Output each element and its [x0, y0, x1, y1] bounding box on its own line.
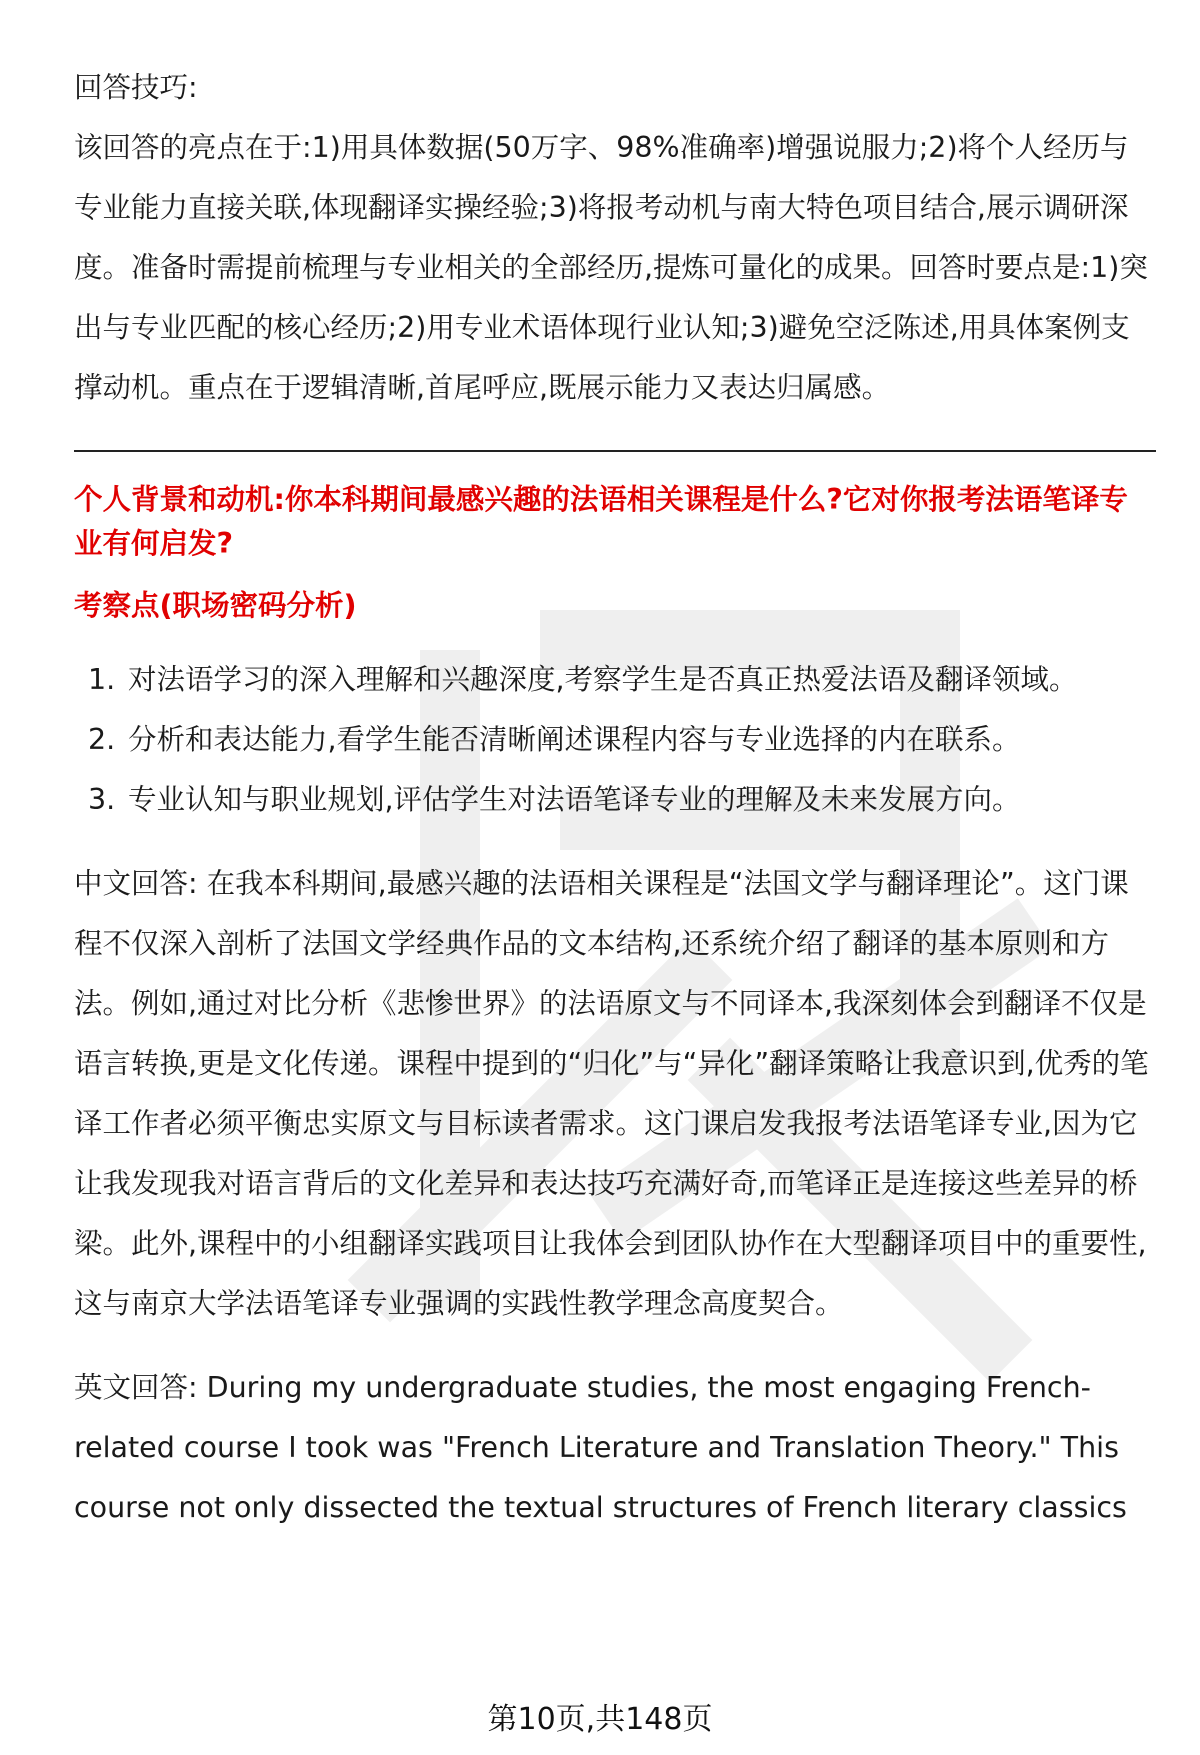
- list-item: [74, 710, 1156, 770]
- page-footer: 第10页,共148页: [487, 1702, 713, 1737]
- english-answer: [74, 1358, 1156, 1538]
- document-page: [74, 58, 1156, 1538]
- focus-points-list: [74, 650, 1156, 830]
- tips-label: 回答技巧:: [74, 71, 198, 104]
- english-answer-body: During my undergraduate studies, the most engaging French-related course I took was "French Literature and Translation Theory." This course not only dissected the textual structures of French literary classics: [74, 1371, 1127, 1524]
- list-item-text: 分析和表达能力,看学生能否清晰阐述课程内容与专业选择的内在联系。: [128, 723, 1021, 756]
- list-item: [74, 650, 1156, 710]
- focus-heading: 考察点(职场密码分析): [74, 589, 357, 622]
- chinese-answer: [74, 854, 1156, 1334]
- list-item-number: 1.: [88, 663, 116, 696]
- english-answer-label: 英文回答:: [74, 1371, 198, 1404]
- list-item-number: 3.: [88, 783, 116, 816]
- question-title: 个人背景和动机:你本科期间最感兴趣的法语相关课程是什么?它对你报考法语笔译专业有何启发?: [74, 483, 1128, 560]
- tips-body: 该回答的亮点在于:1)用具体数据(50万字、98%准确率)增强说服力;2)将个人经历与专业能力直接关联,体现翻译实操经验;3)将报考动机与南大特色项目结合,展示调研深度。准备时需提前梳理与专业相关的全部经历,提炼可量化的成果。回答时要点是:1)突出与专业匹配的核心经历;2)用专业术语体现行业认知;3)避免空泛陈述,用具体案例支撑动机。重点在于逻辑清晰,首尾呼应,既展示能力又表达归属感。: [74, 131, 1148, 404]
- list-item: [74, 770, 1156, 830]
- list-item-text: 专业认知与职业规划,评估学生对法语笔译专业的理解及未来发展方向。: [128, 783, 1021, 816]
- chinese-answer-body: 在我本科期间,最感兴趣的法语相关课程是“法国文学与翻译理论”。这门课程不仅深入剖析了法国文学经典作品的文本结构,还系统介绍了翻译的基本原则和方法。例如,通过对比分析《悲惨世界》的法语原文与不同译本,我深刻体会到翻译不仅是语言转换,更是文化传递。课程中提到的“归化”与“异化”翻译策略让我意识到,优秀的笔译工作者必须平衡忠实原文与目标读者需求。这门课启发我报考法语笔译专业,因为它让我发现我对语言背后的文化差异和表达技巧充满好奇,而笔译正是连接这些差异的桥梁。此外,课程中的小组翻译实践项目让我体会到团队协作在大型翻译项目中的重要性,这与南京大学法语笔译专业强调的实践性教学理念高度契合。: [74, 867, 1149, 1320]
- list-item-text: 对法语学习的深入理解和兴趣深度,考察学生是否真正热爱法语及翻译领域。: [128, 663, 1078, 696]
- list-item-number: 2.: [88, 723, 116, 756]
- section-divider: [74, 450, 1156, 452]
- chinese-answer-label: 中文回答:: [74, 867, 198, 900]
